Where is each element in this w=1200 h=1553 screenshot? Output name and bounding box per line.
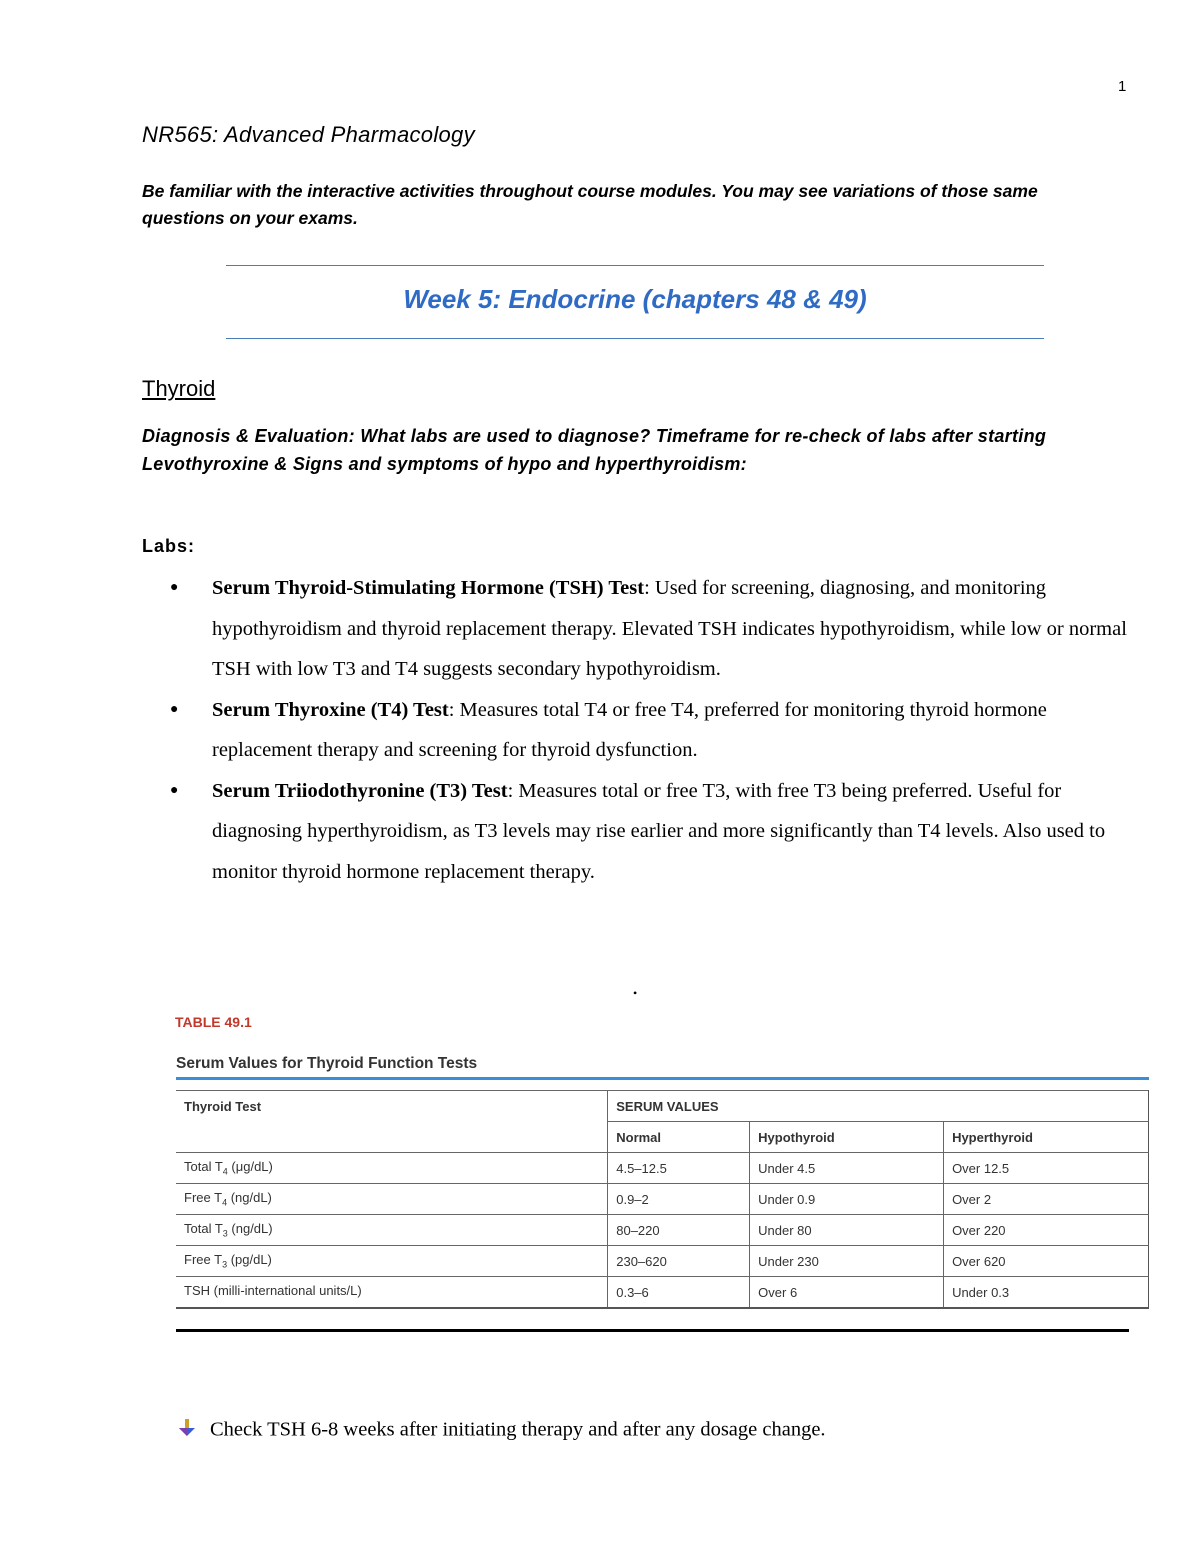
cell-normal: 80–220 bbox=[608, 1215, 750, 1246]
stray-bullet: • bbox=[633, 986, 638, 1000]
table-caption: Serum Values for Thyroid Function Tests bbox=[176, 1055, 478, 1072]
table-label: TABLE 49.1 bbox=[175, 1014, 252, 1030]
bullet-icon: ● bbox=[170, 701, 179, 717]
cell-normal: 0.9–2 bbox=[608, 1184, 750, 1215]
list-item bbox=[170, 690, 1130, 771]
heading-rule-top bbox=[226, 265, 1044, 266]
cell-hypo: Under 80 bbox=[750, 1215, 944, 1246]
cell-normal: 4.5–12.5 bbox=[608, 1153, 750, 1184]
cell-normal: 0.3–6 bbox=[608, 1277, 750, 1309]
note-text: Check TSH 6-8 weeks after initiating therapy and after any dosage change. bbox=[210, 1418, 826, 1441]
cell-test: Total $T_4$ (μg/dL) bbox=[176, 1153, 608, 1184]
lab-description: : Used for screening, diagnosing, and monitoring hypothyroidism and thyroid replacement therapy. Elevated TSH indicates hypothyroidism, while low or normal TSH with low T3 and T4 suggests secondary hypothyroidism. bbox=[212, 577, 1127, 680]
lab-description: : Measures total T4 or free T4, preferred for monitoring thyroid hormone replacement therapy and screening for thyroid dysfunction. bbox=[212, 698, 1047, 761]
cell-hyper: Over 12.5 bbox=[944, 1153, 1149, 1184]
cell-hyper: Over 2 bbox=[944, 1184, 1149, 1215]
cell-hypo: Over 6 bbox=[750, 1277, 944, 1309]
header-hypothyroid: Hypothyroid bbox=[750, 1122, 944, 1153]
lab-list bbox=[170, 568, 1130, 892]
list-item bbox=[170, 568, 1130, 690]
cell-test: Total $T_3$ (ng/dL) bbox=[176, 1215, 608, 1246]
lab-description: : Measures total or free T3, with free T3 being preferred. Useful for diagnosing hyperthyroidism, as T3 levels may rise earlier and more significantly than T4 levels. Also used to monitor thyroid hormone replacement therapy. bbox=[212, 779, 1106, 883]
page-number: 1 bbox=[1118, 78, 1127, 95]
section-title: Thyroid bbox=[142, 376, 216, 401]
diagnosis-question: Diagnosis & Evaluation: What labs are used to diagnose? Timeframe for re-check of labs after starting Levothyroxine & Signs and symptoms of hypo and hyperthyroidism: bbox=[142, 426, 1047, 474]
table-row bbox=[176, 1246, 1149, 1277]
cell-test: TSH (milli-international units/L) bbox=[176, 1277, 608, 1309]
bullet-icon: ● bbox=[170, 580, 179, 595]
lab-name: Serum Triiodothyronine (T3) Test bbox=[212, 779, 508, 802]
tsh-recheck-note bbox=[176, 1418, 826, 1444]
lab-name: Serum Thyroid-Stimulating Hormone (TSH) Test bbox=[212, 577, 645, 599]
table-row bbox=[176, 1277, 1149, 1309]
header-hyperthyroid: Hyperthyroid bbox=[944, 1122, 1149, 1153]
heading-rule-bottom bbox=[226, 338, 1044, 339]
section-divider bbox=[176, 1329, 1129, 1332]
cell-hypo: Under 4.5 bbox=[750, 1153, 944, 1184]
bullet-icon: ● bbox=[170, 782, 179, 798]
cell-hyper: Over 220 bbox=[944, 1215, 1149, 1246]
list-item bbox=[170, 771, 1130, 893]
week-heading: Week 5: Endocrine (chapters 48 & 49) bbox=[403, 284, 867, 314]
lab-name: Serum Thyroxine (T4) Test bbox=[212, 698, 449, 721]
cell-test: Free $T_3$ (pg/dL) bbox=[176, 1246, 608, 1277]
cell-hyper: Over 620 bbox=[944, 1246, 1149, 1277]
cell-test: Free $T_4$ (ng/dL) bbox=[176, 1184, 608, 1215]
cell-hypo: Under 0.9 bbox=[750, 1184, 944, 1215]
intro-text: Be familiar with the interactive activities throughout course modules. You may see variations of those same questions on your exams. bbox=[142, 181, 1038, 228]
thyroid-function-table bbox=[176, 1090, 1149, 1309]
table-row bbox=[176, 1215, 1149, 1246]
table-row bbox=[176, 1184, 1149, 1215]
arrow-down-icon bbox=[176, 1418, 198, 1444]
labs-heading: Labs: bbox=[142, 536, 196, 556]
cell-hypo: Under 230 bbox=[750, 1246, 944, 1277]
cell-hyper: Under 0.3 bbox=[944, 1277, 1149, 1309]
course-title: NR565: Advanced Pharmacology bbox=[142, 122, 475, 147]
caption-rule bbox=[176, 1077, 1149, 1080]
table-row bbox=[176, 1153, 1149, 1184]
header-serum-values: SERUM VALUES bbox=[608, 1091, 1149, 1122]
header-thyroid-test: Thyroid Test bbox=[176, 1091, 608, 1153]
header-normal: Normal bbox=[608, 1122, 750, 1153]
cell-normal: 230–620 bbox=[608, 1246, 750, 1277]
